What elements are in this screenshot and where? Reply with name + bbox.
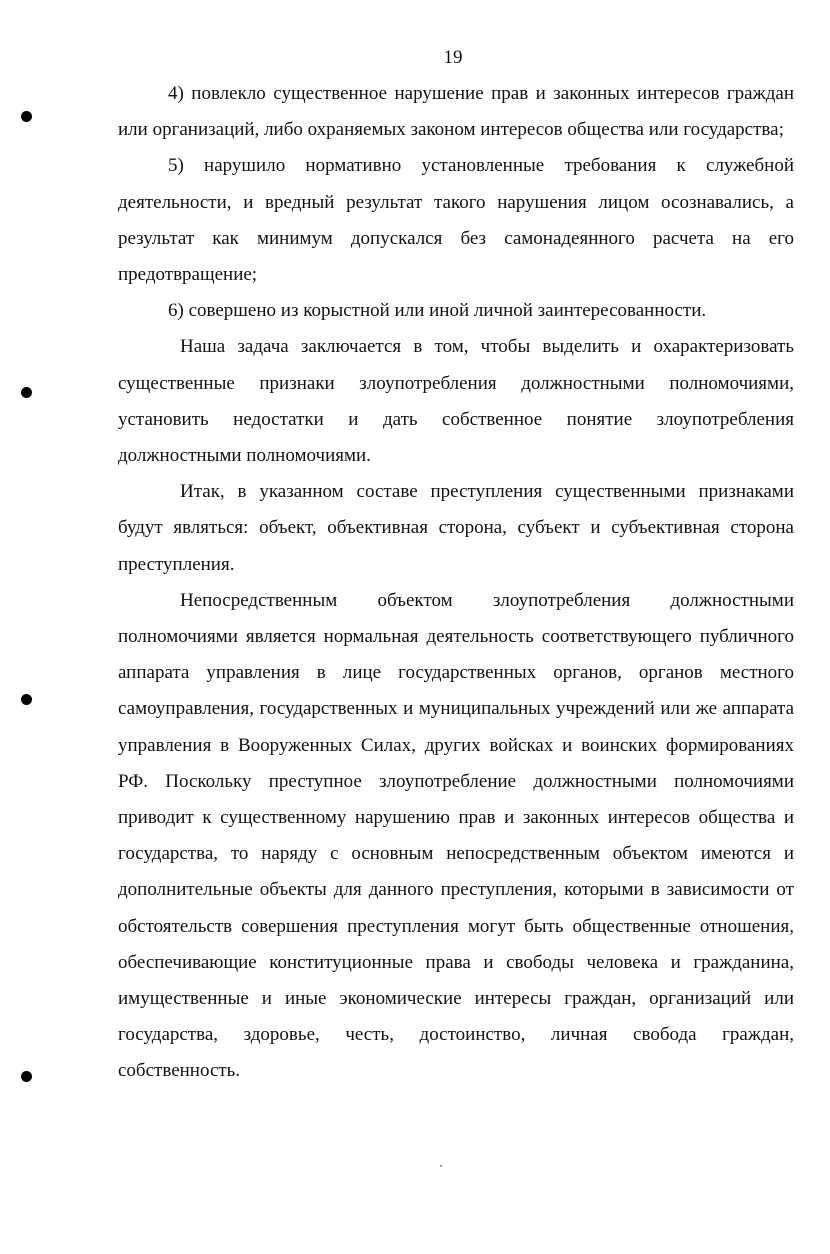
scan-speck <box>440 1165 442 1167</box>
paragraph-task: Наша задача заключается в том, чтобы выделить и охарактеризовать существенные признаки злоупотребления должностными полномочиями, установить недостатки и дать собственное понятие злоупотребления должностными полномочиями. <box>118 336 794 467</box>
punch-hole <box>21 387 32 398</box>
document-body <box>118 76 794 1090</box>
list-item-6: 6) совершено из корыстной или иной личной заинтересованности. <box>168 300 707 322</box>
paragraph-elements: Итак, в указанном составе преступления существенными признаками будут являться: объект, объективная сторона, субъект и субъективная сторона преступления. <box>118 481 794 575</box>
punch-hole <box>21 111 32 122</box>
page-number: 19 <box>443 47 463 68</box>
list-item-5: 5) нарушило нормативно установленные требования к служебной деятельности, и вредный результат такого нарушения лицом осознавались, а результат как минимум допускался без самонадеянного расчета на его предотвращение; <box>118 155 794 286</box>
punch-hole <box>21 1071 32 1082</box>
list-item-4: 4) повлекло существенное нарушение прав и законных интересов граждан или организаций, либо охраняемых законом интересов общества или государства; <box>118 83 794 141</box>
punch-hole <box>21 694 32 705</box>
paragraph-object: Непосредственным объектом злоупотребления должностными полномочиями является нормальная деятельность соответствующего публичного аппарата управления в лице государственных органов, органов местного самоуправления, государственных и муниципальных учреждений или же аппарата управления в Вооруженных Силах, других войсках и воинских формированиях РФ. Поскольку преступное злоупотребление должностными полномочиями приводит к существенному нарушению прав и законных интересов общества и государства, то наряду с основным непосредственным объектом имеются и дополнительные объекты для данного преступления, которыми в зависимости от обстоятельств совершения преступления могут быть общественные отношения, обеспечивающие конституционные права и свободы человека и гражданина, имущественные и иные экономические интересы граждан, организаций или государства, здоровье, честь, достоинство, личная свобода граждан, собственность. <box>118 589 794 1082</box>
